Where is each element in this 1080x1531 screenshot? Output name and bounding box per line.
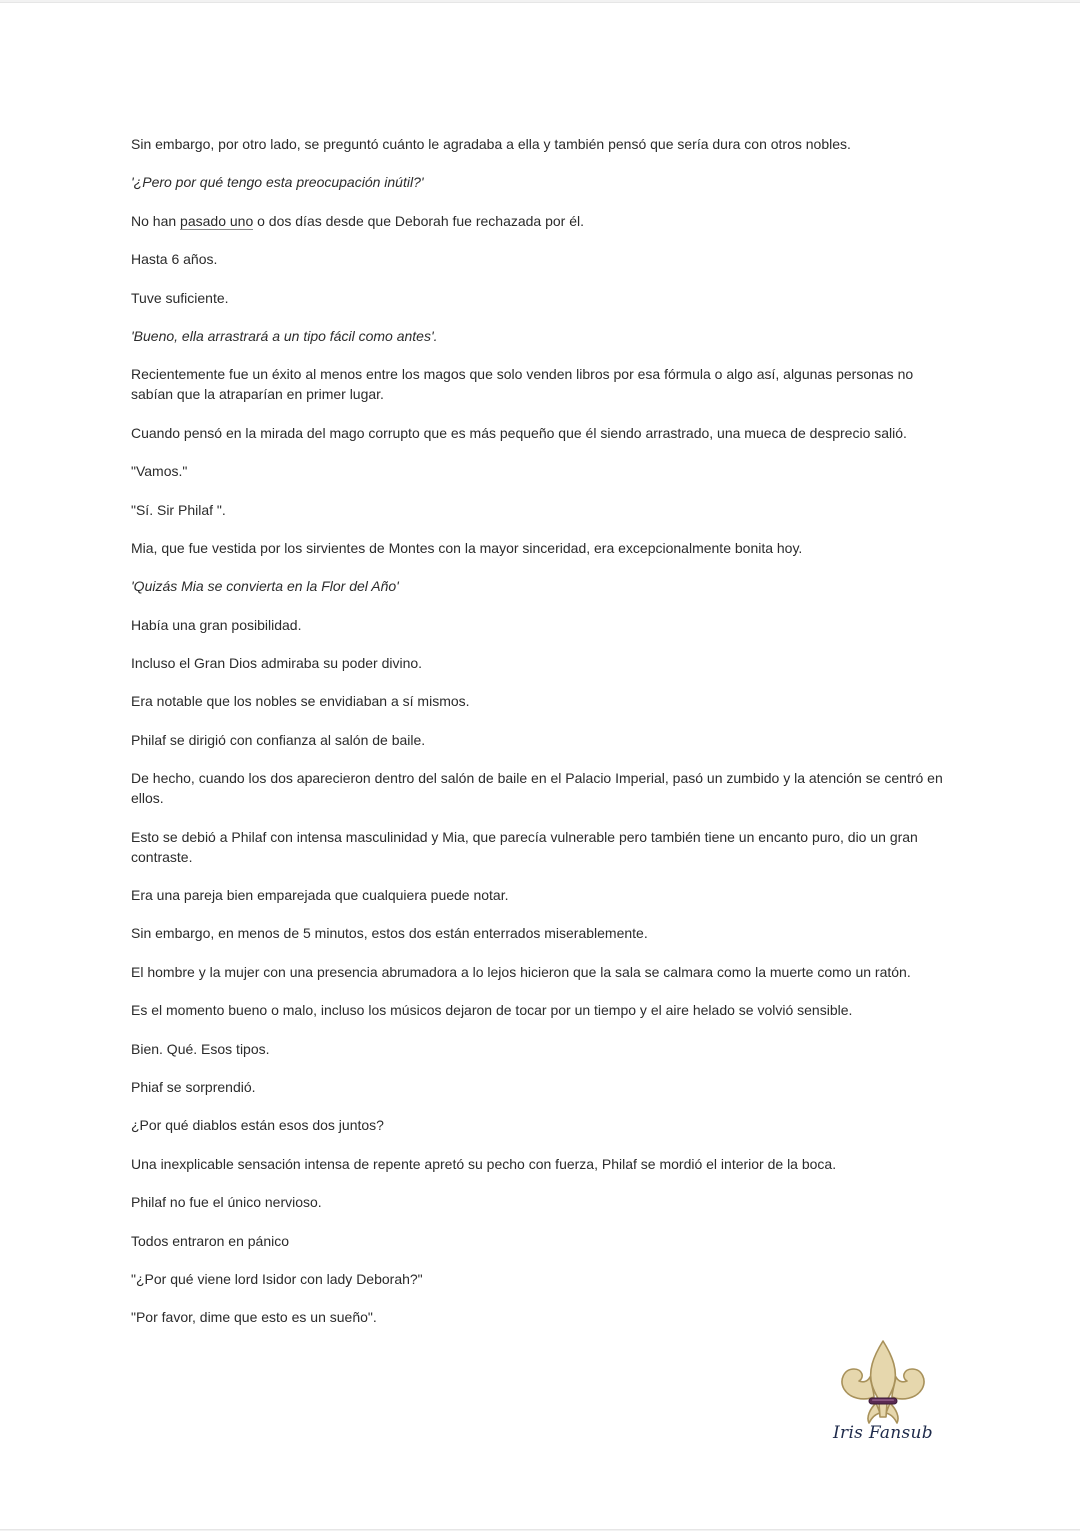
paragraph: El hombre y la mujer con una presencia abrumadora a lo lejos hicieron que la sala se calmara como la muerte como un ratón. <box>131 963 911 980</box>
paragraph: Philaf se dirigió con confianza al salón de baile. <box>131 731 426 748</box>
paragraph: Bien. Qué. Esos tipos. <box>131 1040 270 1057</box>
paragraph: 'Quizás Mia se convierta en la Flor del Año' <box>131 578 399 595</box>
document-page <box>0 2 1080 1530</box>
paragraph: "Sí. Sir Philaf ". <box>131 501 226 518</box>
paragraph: Esto se debió a Philaf con intensa masculinidad y Mia, que parecía vulnerable pero también tiene un encanto puro, dio un gran contraste. <box>131 828 918 865</box>
paragraph: Philaf no fue el único nervioso. <box>131 1194 322 1211</box>
paragraph: Era notable que los nobles se envidiaban a sí mismos. <box>131 693 470 710</box>
paragraph: 'Bueno, ella arrastrará a un tipo fácil como antes'. <box>131 327 438 344</box>
paragraph: Era una pareja bien emparejada que cualquiera puede notar. <box>131 887 509 904</box>
paragraph: '¿Pero por qué tengo esta preocupación inútil?' <box>131 174 424 191</box>
paragraph: Sin embargo, por otro lado, se preguntó cuánto le agradaba a ella y también pensó que sería dura con otros nobles. <box>131 136 851 152</box>
paragraph: ¿Por qué diablos están esos dos juntos? <box>131 1117 384 1134</box>
paragraph: Phiaf se sorprendió. <box>131 1078 256 1095</box>
paragraph: Es el momento bueno o malo, incluso los músicos dejaron de tocar por un tiempo y el aire helado se volvió sensible. <box>131 1002 853 1019</box>
underlined-text: pasado uno <box>180 212 254 229</box>
fansub-name: Iris Fansub <box>833 1423 933 1443</box>
paragraph: Sin embargo, en menos de 5 minutos, estos dos están enterrados miserablemente. <box>131 925 648 942</box>
paragraph: "Vamos." <box>131 463 188 480</box>
paragraph: Todos entraron en pánico <box>131 1232 289 1249</box>
paragraph: Mia, que fue vestida por los sirvientes de Montes con la mayor sinceridad, era excepcionalmente bonita hoy. <box>131 539 803 556</box>
fleur-de-lis-icon <box>828 1337 938 1427</box>
paragraph: Tuve suficiente. <box>131 289 229 306</box>
chapter-text <box>131 134 951 1346</box>
paragraph: Cuando pensó en la mirada del mago corrupto que es más pequeño que él siendo arrastrado, una mueca de desprecio salió. <box>131 424 907 441</box>
paragraph: "¿Por qué viene lord Isidor con lady Deborah?" <box>131 1270 423 1287</box>
paragraph: De hecho, cuando los dos aparecieron dentro del salón de baile en el Palacio Imperial, pasó un zumbido y la atención se centró en ellos. <box>131 770 943 807</box>
paragraph: Incluso el Gran Dios admiraba su poder divino. <box>131 655 423 672</box>
paragraph: No han pasado uno o dos días desde que Deborah fue rechazada por él. <box>131 212 585 229</box>
paragraph: "Por favor, dime que esto es un sueño". <box>131 1309 377 1326</box>
paragraph: Había una gran posibilidad. <box>131 616 302 633</box>
paragraph: Una inexplicable sensación intensa de repente apretó su pecho con fuerza, Philaf se mordió el interior de la boca. <box>131 1155 837 1172</box>
fansub-watermark <box>828 1337 938 1452</box>
paragraph: Hasta 6 años. <box>131 251 218 268</box>
paragraph: Recientemente fue un éxito al menos entre los magos que solo venden libros por esa fórmula o algo así, algunas personas no sabían que la atraparían en primer lugar. <box>131 366 914 403</box>
